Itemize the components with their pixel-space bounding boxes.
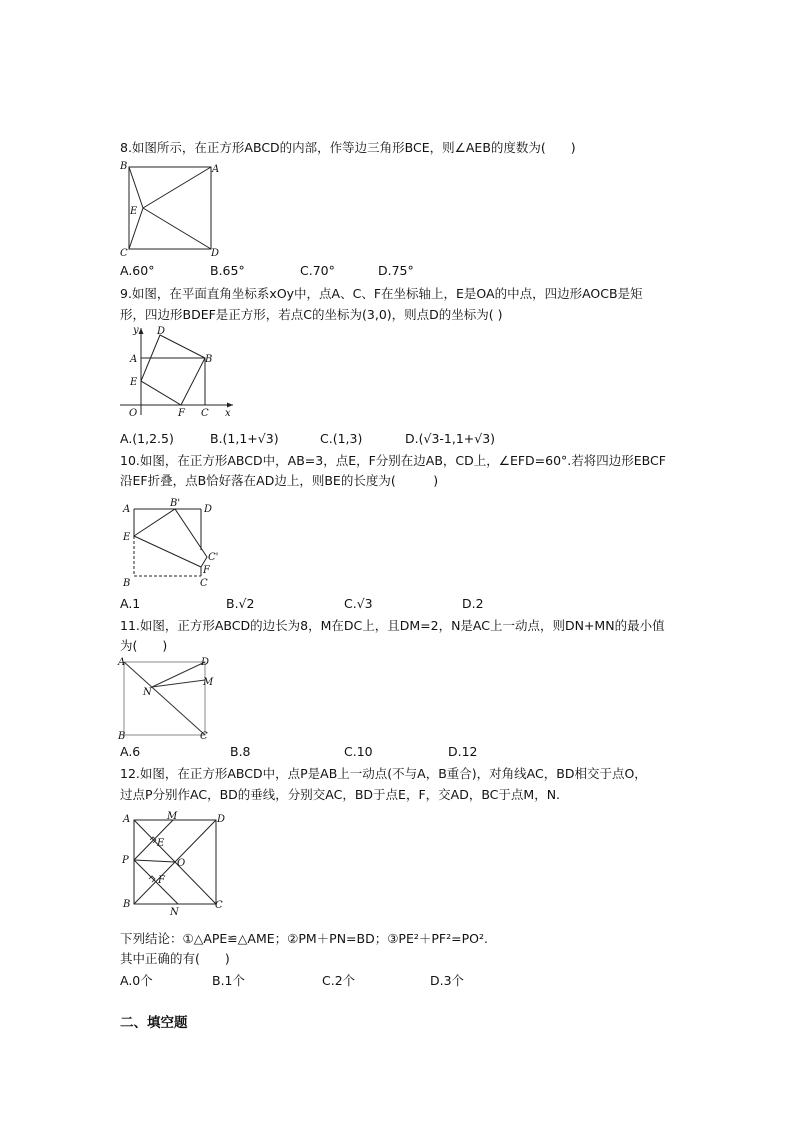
q9-option-c: C.(1,3) <box>320 431 363 446</box>
q10-option-b: B.√2 <box>226 596 255 611</box>
q12-label-f: F <box>158 875 165 886</box>
q10-option-d: D.2 <box>462 596 484 611</box>
q9-label-b: B <box>205 354 213 365</box>
q12-conclusions: 下列结论：①△APE≌△AME；②PM＋PN=BD；③PE²＋PF²=PO². <box>120 931 488 946</box>
q11-option-d: D.12 <box>448 744 478 759</box>
q11-stem-line2: 为( ) <box>120 638 168 653</box>
q8-option-b: B.65° <box>210 263 245 278</box>
q10-label-b-prime: B' <box>170 498 181 509</box>
q10-stem-line2: 沿EF折叠，点B恰好落在AD边上，则BE的长度为( ) <box>120 473 439 488</box>
q11-label-a: A <box>118 657 126 668</box>
q9-label-c: C <box>201 408 209 419</box>
q11-label-n: N <box>143 687 152 698</box>
q10-label-b: B <box>123 578 131 589</box>
q10-label-c: C <box>200 578 208 589</box>
q11-label-m: M <box>203 677 214 688</box>
q9-label-d: D <box>157 326 166 337</box>
q9-label-e: E <box>130 377 138 388</box>
q11-option-c: C.10 <box>344 744 373 759</box>
q11-figure <box>115 655 220 740</box>
q12-option-a: A.0个 <box>120 973 153 988</box>
q12-option-d: D.3个 <box>430 973 465 988</box>
q12-stem-line1: 12.如图，在正方形ABCD中，点P是AB上一动点(不与A，B重合)，对角线AC，BD相交于点O， <box>120 766 647 781</box>
q8-label-b: B <box>120 161 128 172</box>
q10-label-d: D <box>204 504 213 515</box>
q12-option-c: C.2个 <box>322 973 356 988</box>
q11-label-c: C <box>200 731 208 740</box>
q9-label-y: y <box>133 325 139 336</box>
q12-label-m: M <box>167 811 178 822</box>
q8-option-a: A.60° <box>120 263 155 278</box>
q8-option-c: C.70° <box>300 263 335 278</box>
q8-stem: 8.如图所示，在正方形ABCD的内部，作等边三角形BCE，则∠AEB的度数为( ) <box>120 140 576 155</box>
q11-label-b: B <box>118 731 126 740</box>
q9-option-d: D.(√3-1,1+√3) <box>405 431 496 446</box>
q12-figure <box>115 810 235 920</box>
section-heading: 二、填空题 <box>120 1015 188 1031</box>
q12-option-b: B.1个 <box>212 973 246 988</box>
q12-label-e: E <box>157 838 165 849</box>
q11-option-b: B.8 <box>230 744 251 759</box>
q9-label-x: x <box>225 408 231 419</box>
q9-label-o: O <box>129 408 138 419</box>
q10-figure <box>115 495 230 590</box>
q10-option-a: A.1 <box>120 596 141 611</box>
q12-label-c: C <box>215 900 223 911</box>
q10-label-e: E <box>123 532 131 543</box>
q8-label-e: E <box>130 206 138 217</box>
q11-stem-line1: 11.如图，正方形ABCD的边长为8，M在DC上，且DM=2，N是AC上一动点，则DN+MN的最小值 <box>120 618 665 633</box>
q9-stem-line1: 9.如图，在平面直角坐标系xOy中，点A、C、F在坐标轴上，E是OA的中点，四边形AOCB是矩 <box>120 286 643 301</box>
q8-label-d: D <box>211 248 220 259</box>
q11-option-a: A.6 <box>120 744 141 759</box>
q10-stem-line1: 10.如图，在正方形ABCD中，AB=3，点E，F分别在边AB，CD上，∠EFD=60°.若将四边形EBCF <box>120 453 666 468</box>
q12-label-n: N <box>170 907 179 918</box>
q11-label-d: D <box>201 657 210 668</box>
q10-label-c-prime: C' <box>208 552 219 563</box>
q12-label-o: O <box>177 858 186 869</box>
q9-label-a: A <box>130 354 138 365</box>
q8-figure <box>115 160 225 260</box>
q9-stem-line2: 形，四边形BDEF是正方形，若点C的坐标为(3,0)，则点D的坐标为( ) <box>120 307 503 322</box>
q10-label-a: A <box>123 504 131 515</box>
q9-figure <box>115 325 240 420</box>
q12-question: 其中正确的有( ) <box>120 951 230 966</box>
q12-label-d: D <box>217 814 226 825</box>
q12-label-a: A <box>123 814 131 825</box>
q10-label-f: F <box>203 565 210 576</box>
q8-label-c: C <box>120 248 128 259</box>
q8-label-a: A <box>212 164 220 175</box>
q12-label-b: B <box>123 899 131 910</box>
q9-option-a: A.(1,2.5) <box>120 431 174 446</box>
q8-option-d: D.75° <box>378 263 414 278</box>
q9-option-b: B.(1,1+√3) <box>210 431 279 446</box>
q10-option-c: C.√3 <box>344 596 373 611</box>
q12-stem-line2: 过点P分别作AC，BD的垂线，分别交AC，BD于点E，F，交AD，BC于点M，N. <box>120 787 561 802</box>
q9-label-f: F <box>178 408 185 419</box>
q12-label-p: P <box>122 855 129 866</box>
